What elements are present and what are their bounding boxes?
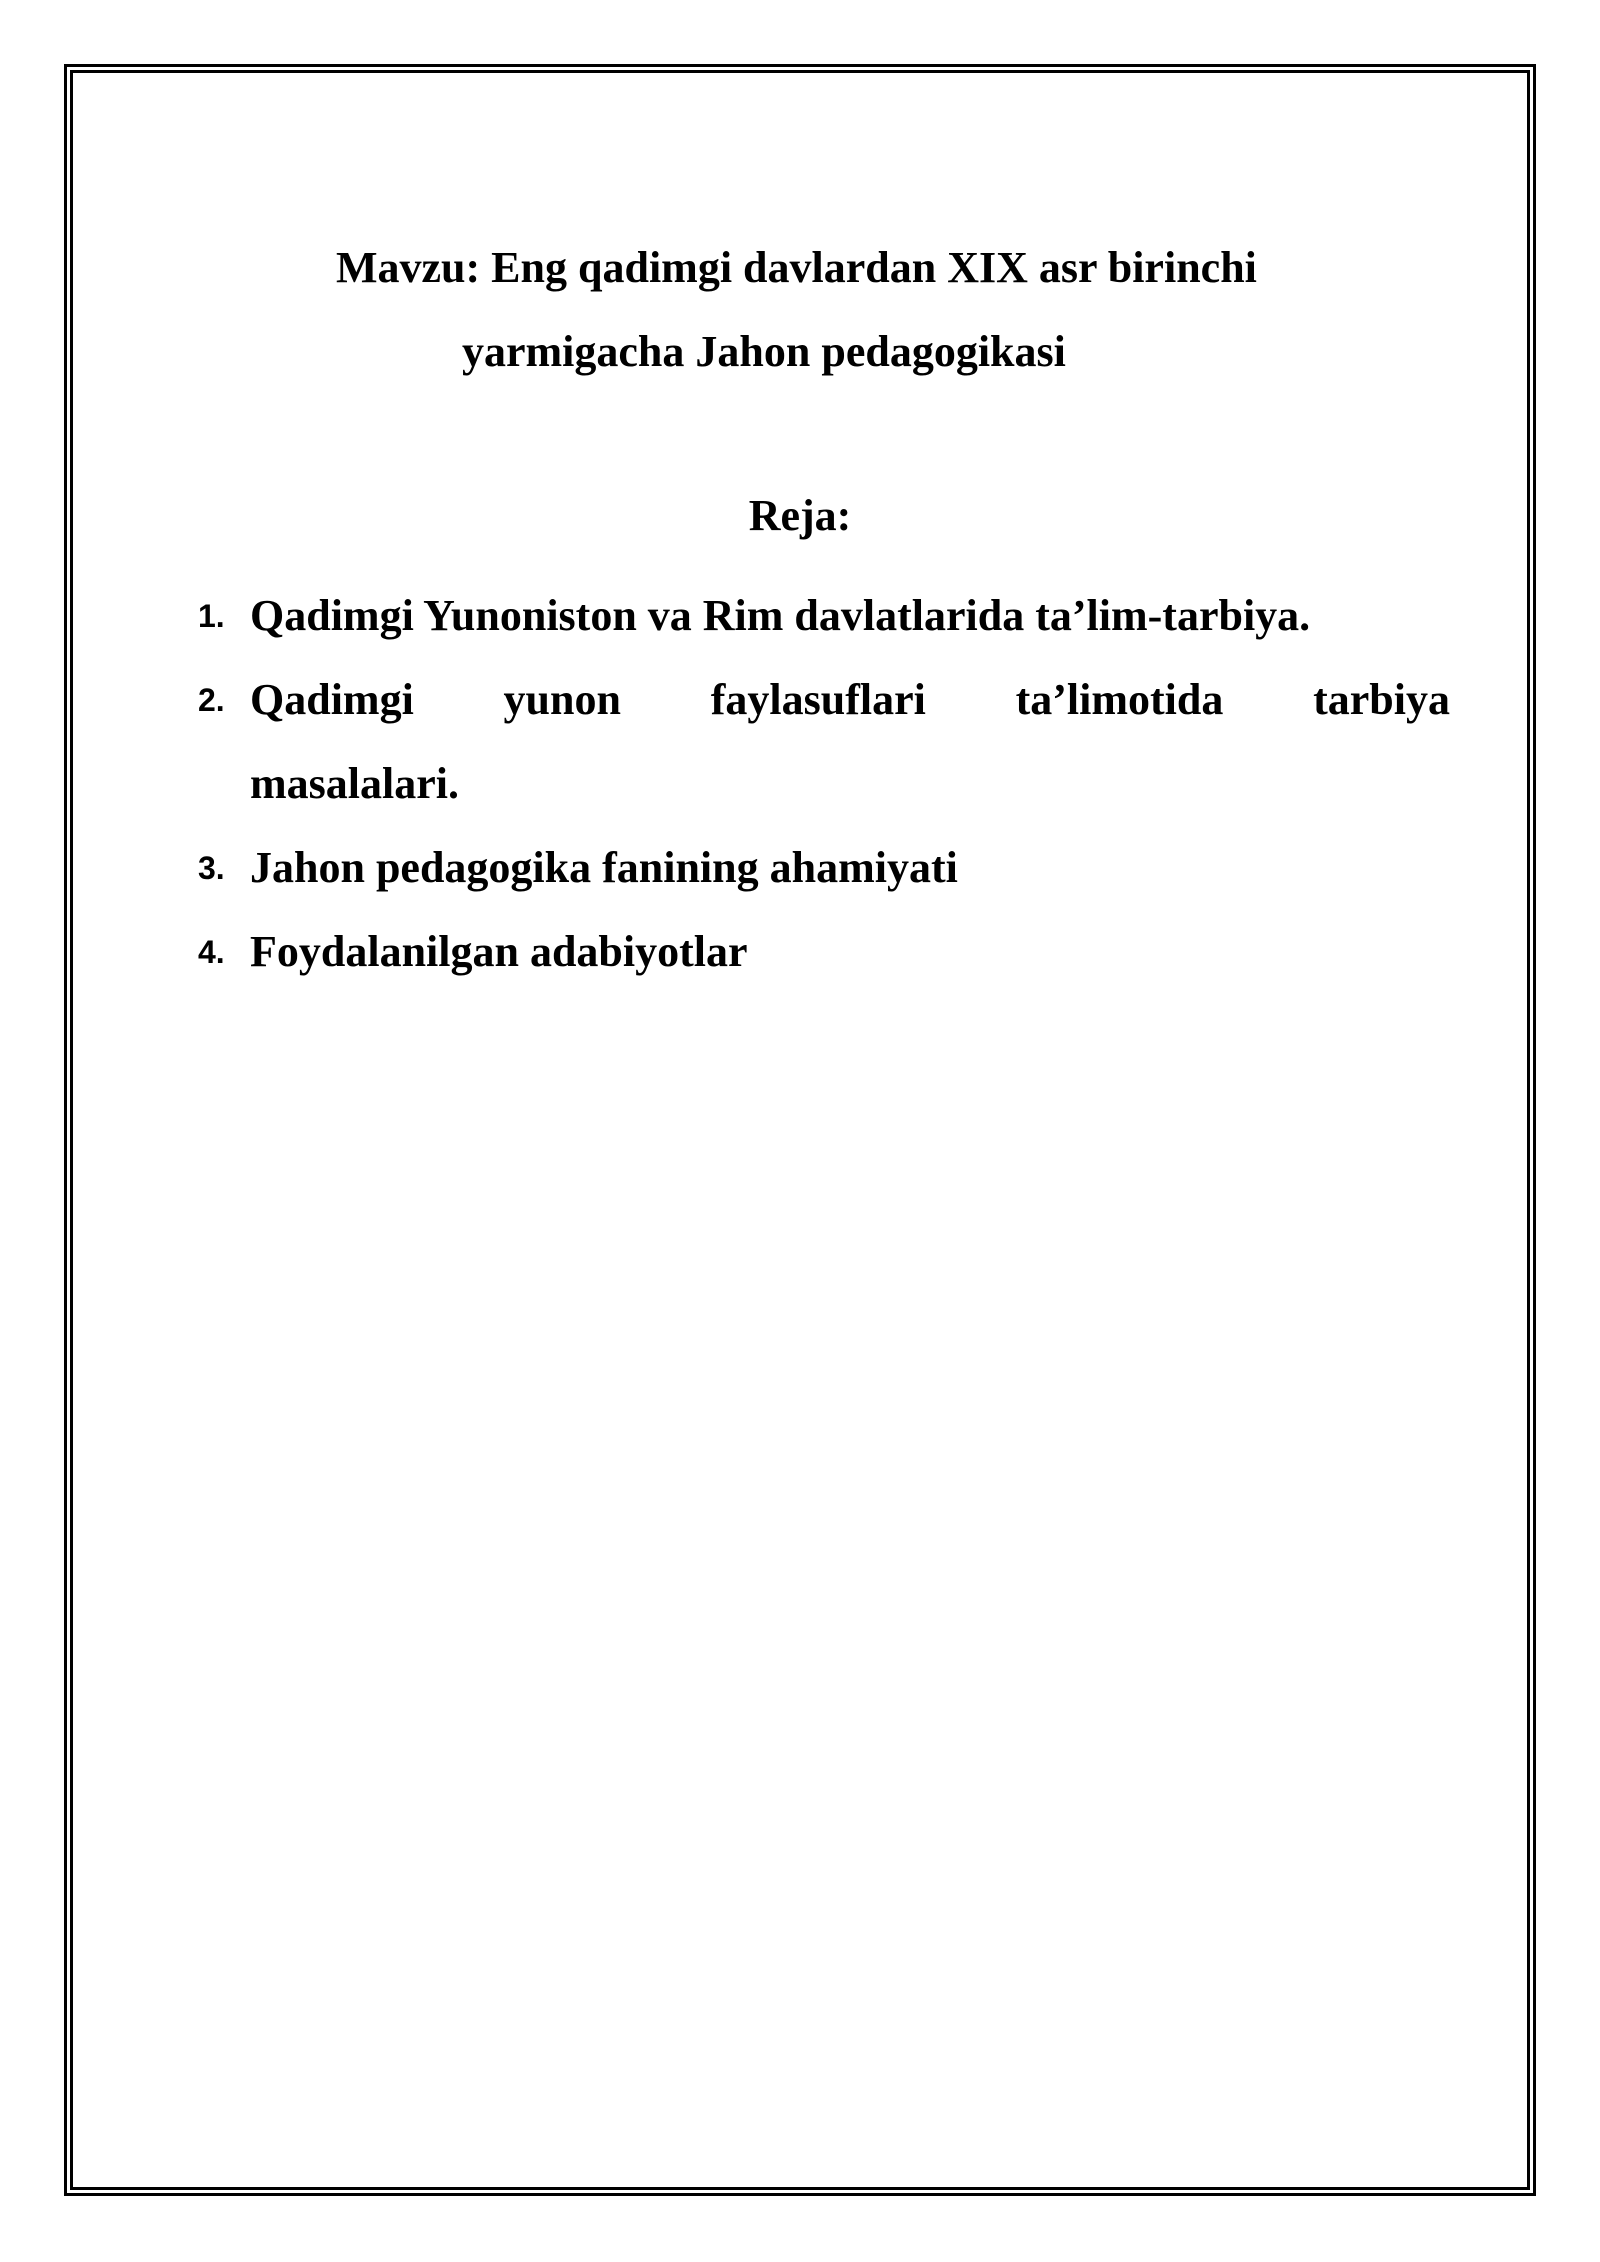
document-title-line-2: yarmigacha Jahon pedagogikasi <box>462 327 1066 376</box>
plan-item-number: 3. <box>198 850 225 886</box>
plan-item-number: 2. <box>198 682 225 718</box>
plan-item-text-continuation: masalalari. <box>250 759 459 808</box>
plan-item-2 <box>198 658 1450 826</box>
plan-list <box>198 574 1450 994</box>
plan-heading: Reja: <box>748 491 852 540</box>
plan-item-text: Foydalanilgan adabiyotlar <box>250 927 748 976</box>
plan-item-1 <box>198 574 1450 658</box>
plan-item-4 <box>198 910 1450 994</box>
page-border <box>64 64 1536 2196</box>
plan-item-text: Qadimgi Yunoniston va Rim davlatlarida ta’lim-tarbiya. <box>250 591 1311 640</box>
plan-item-number: 1. <box>198 598 225 634</box>
plan-item-text: Qadimgi yunon faylasuflari ta’limotida tarbiya <box>250 675 1450 724</box>
plan-item-3 <box>198 826 1450 910</box>
plan-item-number: 4. <box>198 934 225 970</box>
document-title-line-1: Mavzu: Eng qadimgi davlardan XIX asr birinchi <box>336 243 1257 292</box>
plan-item-text: Jahon pedagogika fanining ahamiyati <box>250 843 958 892</box>
